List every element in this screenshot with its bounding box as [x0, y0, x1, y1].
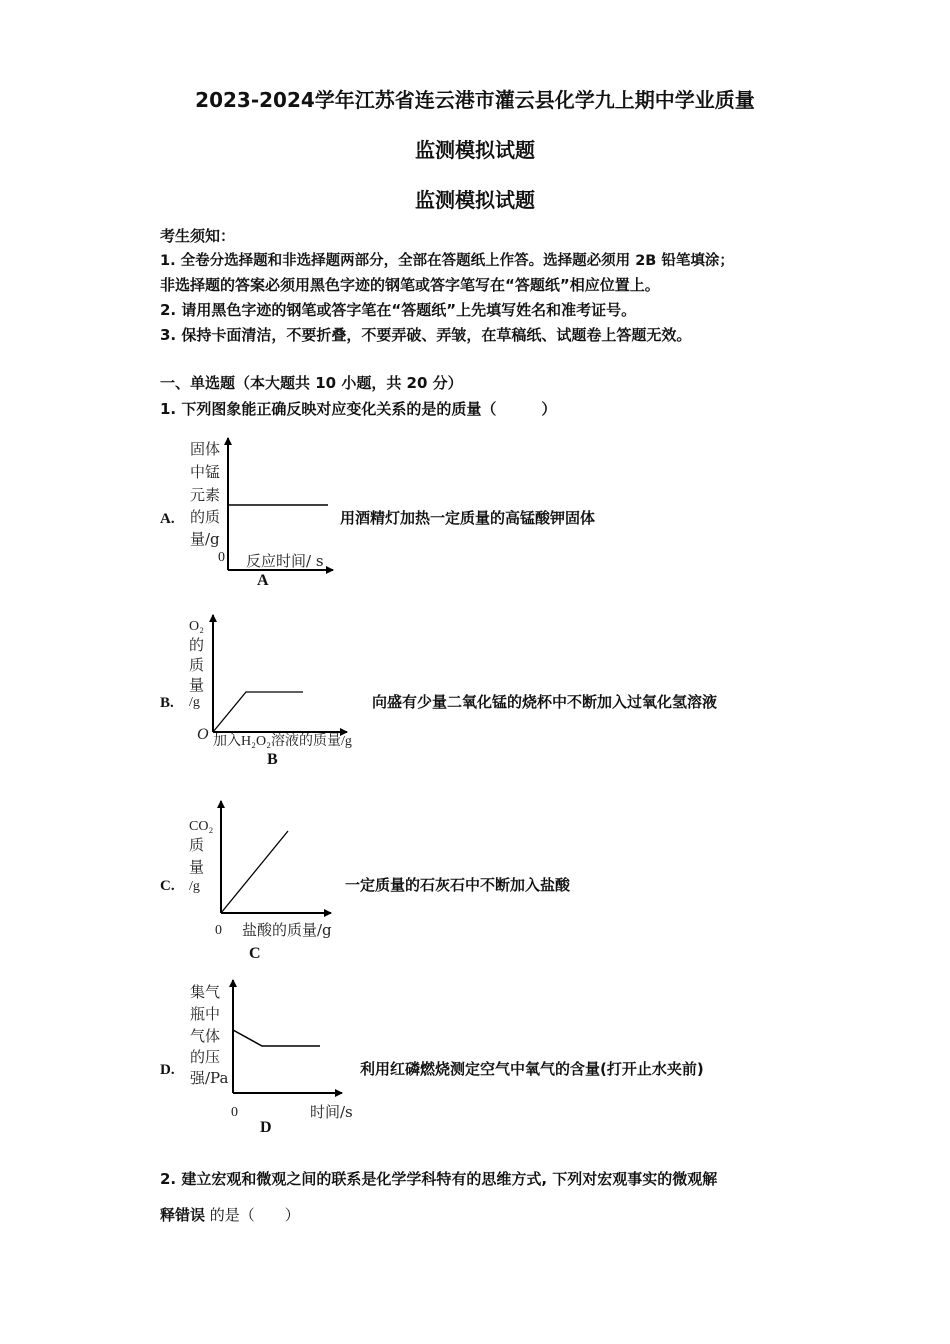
graph-b-caption: B — [267, 751, 278, 768]
graph-d-origin: 0 — [231, 1105, 238, 1120]
option-c-letter: C. — [160, 878, 175, 894]
question-1-stem: 1. 下列图象能正确反映对应变化关系的是的质量（ ） — [160, 400, 557, 418]
graph-b-ylabel: 的 — [189, 636, 205, 654]
graph-b-origin: O — [197, 726, 209, 743]
document-title-line1: 2023-2024学年江苏省连云港市灌云县化学九上期中学业质量 — [195, 88, 755, 112]
graph-b-xlabel: 加入H₂O₂溶液的质量/g — [213, 734, 352, 749]
graph-a — [228, 438, 333, 570]
option-b-description: 向盛有少量二氧化锰的烧杯中不断加入过氧化氢溶液 — [372, 693, 718, 711]
graph-d-ylabel: 强/Pa — [190, 1069, 229, 1087]
graph-b-ylabel: /g — [189, 695, 200, 710]
question-2-stem-rest: 的是（ ） — [205, 1206, 300, 1224]
notice-line: 2. 请用黑色字迹的钢笔或答字笔在“答题纸”上先填写姓名和准考证号。 — [160, 301, 637, 319]
notice-line: 1. 全卷分选择题和非选择题两部分，全部在答题纸上作答。选择题必须用 2B 铅笔填涂； — [160, 253, 734, 269]
graph-c-ylabel: 量 — [189, 858, 205, 876]
graph-b-ylabel: O₂ — [189, 619, 204, 634]
graph-d-xlabel: 时间/s — [310, 1103, 353, 1121]
graph-c-curve — [221, 831, 288, 913]
graph-a-ylabel: 固体 — [190, 440, 221, 458]
graph-c-origin: 0 — [215, 923, 222, 938]
graph-d — [233, 980, 342, 1093]
question-2-stem-line1: 2. 建立宏观和微观之间的联系是化学学科特有的思维方式, 下列对宏观事实的微观解 — [160, 1170, 718, 1188]
question-2-emphasis: 释错误 — [160, 1206, 206, 1224]
option-d-description: 利用红磷燃烧测定空气中氧气的含量(打开止水夹前) — [360, 1060, 704, 1078]
graph-d-ylabel: 的压 — [190, 1048, 221, 1066]
notice-line: 非选择题的答案必须用黑色字迹的钢笔或答字笔写在“答题纸”相应位置上。 — [160, 276, 660, 294]
graph-c-ylabel: /g — [189, 879, 200, 894]
graph-c-ylabel: CO₂ — [189, 819, 214, 834]
graph-a-xlabel: 反应时间/ s — [246, 552, 324, 570]
option-b-letter: B. — [160, 695, 174, 711]
notice-heading: 考生须知： — [160, 227, 236, 245]
graph-d-ylabel: 集气 — [190, 983, 221, 1001]
graph-a-ylabel: 量/g — [190, 530, 220, 548]
graph-c-caption: C — [249, 945, 261, 962]
question-2-stem-line2 — [160, 1208, 300, 1223]
graph-c-ylabel: 质 — [189, 836, 205, 854]
graph-a-ylabel: 的质 — [190, 508, 221, 526]
option-a-description: 用酒精灯加热一定质量的高锰酸钾固体 — [340, 509, 596, 527]
graph-c — [221, 801, 331, 913]
graph-d-caption: D — [260, 1119, 272, 1136]
graph-b-curve — [213, 692, 303, 732]
graph-a-ylabel: 元素 — [190, 486, 221, 504]
document-title-line3: 监测模拟试题 — [415, 188, 535, 212]
document-title-line2: 监测模拟试题 — [415, 138, 535, 162]
section-heading: 一、单选题（本大题共 10 小题，共 20 分） — [160, 374, 463, 392]
graph-a-ylabel: 中锰 — [190, 463, 221, 481]
graph-c-xlabel: 盐酸的质量/g — [242, 921, 332, 939]
option-a-letter: A. — [160, 511, 175, 527]
graph-a-origin: 0 — [218, 550, 225, 565]
graph-a-caption: A — [257, 572, 269, 589]
graph-b — [213, 615, 347, 732]
graph-d-ylabel: 瓶中 — [190, 1005, 221, 1023]
option-c-description: 一定质量的石灰石中不断加入盐酸 — [345, 876, 571, 894]
notice-line: 3. 保持卡面清洁，不要折叠，不要弄破、弄皱，在草稿纸、试题卷上答题无效。 — [160, 326, 692, 344]
graph-d-ylabel: 气体 — [190, 1027, 221, 1045]
option-d-letter: D. — [160, 1062, 175, 1078]
graph-b-ylabel: 质 — [189, 656, 205, 674]
graph-b-ylabel: 量 — [189, 676, 205, 694]
graph-d-curve — [233, 1030, 320, 1046]
